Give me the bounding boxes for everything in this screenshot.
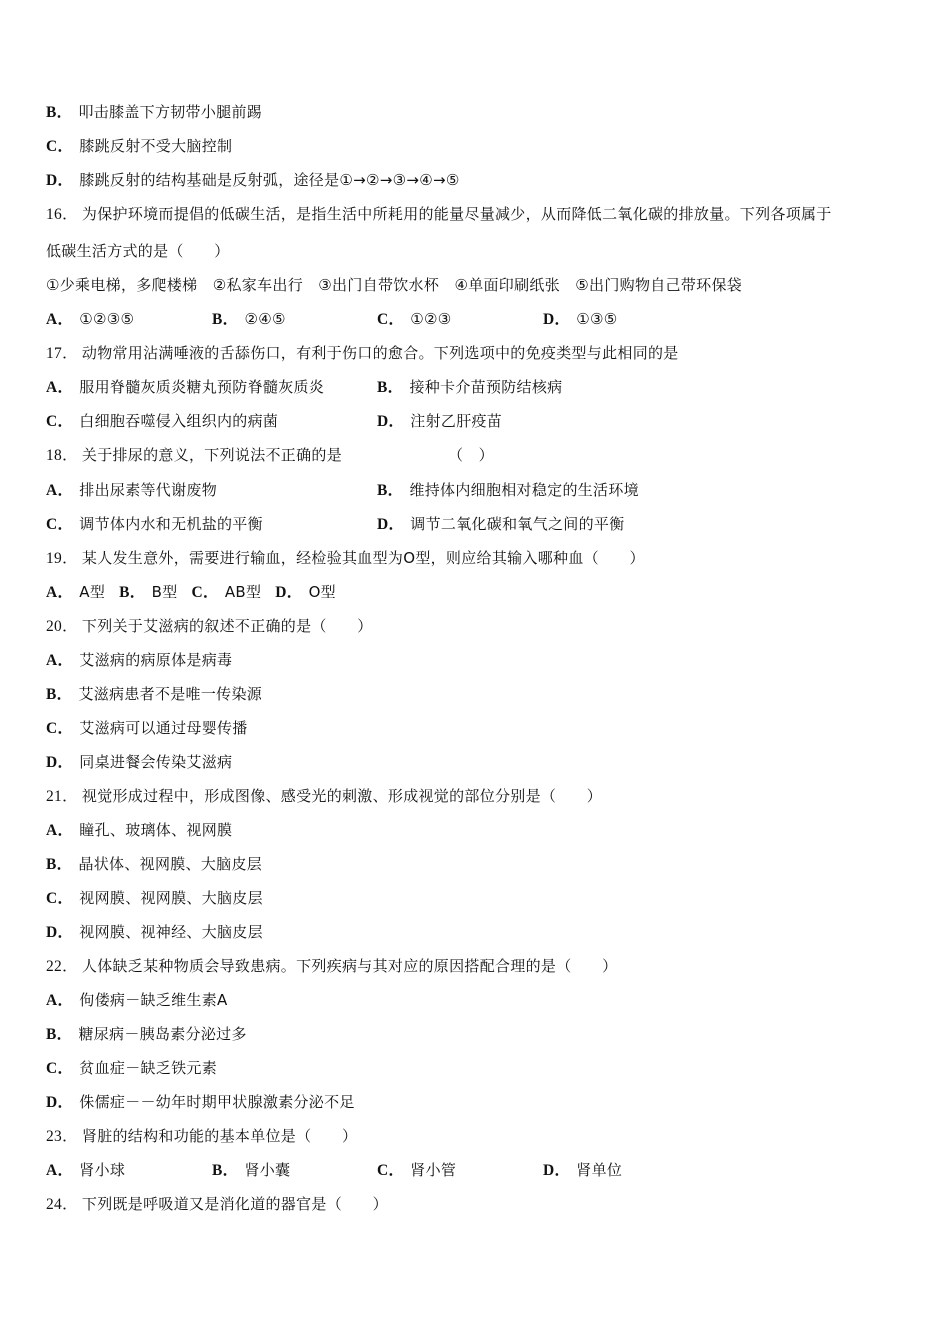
option-label: A． bbox=[46, 822, 74, 839]
option-text: 瞳孔、玻璃体、视网膜 bbox=[79, 821, 233, 839]
q16-items bbox=[46, 275, 742, 295]
option-label: D． bbox=[46, 1094, 74, 1111]
option-text: 视网膜、视网膜、大脑皮层 bbox=[79, 889, 263, 907]
option-a bbox=[46, 480, 217, 501]
option-text: 贫血症－缺乏铁元素 bbox=[79, 1059, 217, 1077]
q21-stem bbox=[46, 786, 602, 807]
q20-option-c bbox=[46, 718, 248, 739]
q22-stem bbox=[46, 956, 617, 977]
option-label: D． bbox=[377, 516, 405, 533]
q20-option-a bbox=[46, 650, 232, 671]
option-label: D． bbox=[543, 1162, 571, 1179]
option-label: C． bbox=[46, 890, 74, 907]
option-a bbox=[46, 1160, 125, 1181]
q20-stem bbox=[46, 616, 373, 637]
question-text: 为保护环境而提倡的低碳生活，是指生活中所耗用的能量尽量减少，从而降低二氧化碳的排放量。下列各项属于 bbox=[81, 205, 832, 223]
option-label: B． bbox=[46, 104, 73, 121]
q15-option-d bbox=[46, 170, 460, 191]
option-text: 调节体内水和无机盐的平衡 bbox=[79, 515, 263, 533]
option-text: 艾滋病患者不是唯一传染源 bbox=[78, 685, 263, 703]
option-d bbox=[377, 514, 625, 535]
option-d bbox=[543, 309, 618, 330]
option-label: B． bbox=[212, 1162, 239, 1179]
option-label: B． bbox=[46, 856, 73, 873]
question-number: 16． bbox=[46, 206, 78, 223]
option-label: A． bbox=[46, 311, 74, 328]
q22-option-a bbox=[46, 990, 228, 1011]
option-text: 注射乙肝疫苗 bbox=[410, 412, 503, 430]
q19-stem bbox=[46, 548, 645, 569]
option-label: C． bbox=[46, 720, 74, 737]
option-label: A． bbox=[46, 379, 74, 396]
option-label: B． bbox=[377, 379, 404, 396]
answer-paren: （ ） bbox=[448, 446, 494, 464]
q21-option-a bbox=[46, 820, 232, 841]
option-label: C． bbox=[46, 413, 74, 430]
option-label: D． bbox=[543, 311, 571, 328]
option-label: A． bbox=[46, 1162, 74, 1179]
question-text: 关于排尿的意义，下列说法不正确的是 bbox=[81, 446, 343, 464]
option-label: A． bbox=[46, 584, 74, 601]
option-b bbox=[212, 309, 286, 330]
option-c bbox=[46, 514, 263, 535]
option-d bbox=[543, 1160, 622, 1181]
question-number: 19． bbox=[46, 550, 78, 567]
option-label: C． bbox=[46, 138, 74, 155]
q20-option-b bbox=[46, 684, 262, 705]
option-text: 同桌进餐会传染艾滋病 bbox=[79, 753, 233, 771]
option-label: B． bbox=[46, 1026, 73, 1043]
option-text: 调节二氧化碳和氧气之间的平衡 bbox=[410, 515, 625, 533]
q21-option-d bbox=[46, 922, 263, 943]
option-label: C． bbox=[46, 1060, 74, 1077]
option-text: 糖尿病－胰岛素分泌过多 bbox=[78, 1025, 247, 1043]
option-text: 侏儒症－－幼年时期甲状腺激素分泌不足 bbox=[79, 1093, 355, 1111]
option-text: 排出尿素等代谢废物 bbox=[79, 481, 217, 499]
option-text: 服用脊髓灰质炎糖丸预防脊髓灰质炎 bbox=[79, 378, 325, 396]
option-label: D． bbox=[377, 413, 405, 430]
option-label: C． bbox=[191, 584, 219, 601]
option-text: 佝偻病－缺乏维生素A bbox=[79, 991, 228, 1009]
option-label: C． bbox=[46, 516, 74, 533]
option-label: D． bbox=[46, 924, 74, 941]
question-number: 21． bbox=[46, 788, 78, 805]
question-number: 18． bbox=[46, 447, 78, 464]
option-a bbox=[46, 377, 324, 398]
option-d bbox=[377, 411, 502, 432]
option-label: B． bbox=[119, 584, 146, 601]
q22-option-b bbox=[46, 1024, 247, 1045]
option-text: ①③⑤ bbox=[576, 310, 618, 328]
option-text: 维持体内细胞相对稳定的生活环境 bbox=[409, 481, 639, 499]
q15-option-b bbox=[46, 102, 262, 123]
q17-stem bbox=[46, 343, 679, 364]
option-c bbox=[377, 309, 452, 330]
q16-stem-line2 bbox=[46, 241, 230, 261]
option-b bbox=[212, 1160, 290, 1181]
question-text: 低碳生活方式的是（ ） bbox=[46, 242, 230, 260]
q23-stem bbox=[46, 1126, 357, 1147]
question-text: 某人发生意外，需要进行输血，经检验其血型为O型，则应给其输入哪种血（ ） bbox=[81, 549, 645, 567]
option-label: D． bbox=[275, 584, 303, 601]
option-text: 艾滋病可以通过母婴传播 bbox=[79, 719, 248, 737]
q19-options bbox=[46, 582, 336, 603]
question-number: 24． bbox=[46, 1196, 78, 1213]
option-text: B型 bbox=[151, 583, 178, 601]
option-text: ②④⑤ bbox=[244, 310, 286, 328]
question-number: 20． bbox=[46, 618, 78, 635]
option-text: 视网膜、视神经、大脑皮层 bbox=[79, 923, 263, 941]
option-label: A． bbox=[46, 652, 74, 669]
option-label: A． bbox=[46, 482, 74, 499]
option-b bbox=[377, 480, 639, 501]
q16-stem-line1 bbox=[46, 204, 832, 225]
question-text: 下列关于艾滋病的叙述不正确的是（ ） bbox=[81, 617, 373, 635]
option-text: 晶状体、视网膜、大脑皮层 bbox=[78, 855, 263, 873]
option-text: A型 bbox=[79, 583, 106, 601]
option-text: 膝跳反射的结构基础是反射弧，途径是①→②→③→④→⑤ bbox=[79, 171, 460, 189]
option-text: 白细胞吞噬侵入组织内的病菌 bbox=[79, 412, 279, 430]
option-text: 艾滋病的病原体是病毒 bbox=[79, 651, 233, 669]
option-text: ①②③ bbox=[410, 310, 452, 328]
option-label: B． bbox=[377, 482, 404, 499]
option-text: 肾小管 bbox=[410, 1161, 457, 1179]
option-a bbox=[46, 309, 134, 330]
option-b bbox=[377, 377, 562, 398]
question-text: 肾脏的结构和功能的基本单位是（ ） bbox=[81, 1127, 358, 1145]
option-c bbox=[46, 411, 278, 432]
question-number: 23． bbox=[46, 1128, 78, 1145]
option-text: 肾小囊 bbox=[244, 1161, 291, 1179]
option-label: A． bbox=[46, 992, 74, 1009]
question-text: 下列既是呼吸道又是消化道的器官是（ ） bbox=[81, 1195, 388, 1213]
q24-stem bbox=[46, 1194, 388, 1215]
q22-option-d bbox=[46, 1092, 355, 1113]
q22-option-c bbox=[46, 1058, 217, 1079]
option-label: D． bbox=[46, 172, 74, 189]
option-text: 肾单位 bbox=[576, 1161, 623, 1179]
option-text: O型 bbox=[308, 583, 336, 601]
option-label: C． bbox=[377, 311, 405, 328]
option-label: C． bbox=[377, 1162, 405, 1179]
q20-option-d bbox=[46, 752, 232, 773]
item-list: ①少乘电梯，多爬楼梯 ②私家车出行 ③出门自带饮水杯 ④单面印刷纸张 ⑤出门购物自己带环保袋 bbox=[46, 276, 743, 294]
q21-option-b bbox=[46, 854, 262, 875]
option-text: 叩击膝盖下方韧带小腿前踢 bbox=[78, 103, 263, 121]
option-label: D． bbox=[46, 754, 74, 771]
option-text: ①②③⑤ bbox=[79, 310, 135, 328]
question-number: 22． bbox=[46, 958, 78, 975]
question-text: 人体缺乏某种物质会导致患病。下列疾病与其对应的原因搭配合理的是（ ） bbox=[81, 957, 618, 975]
q15-option-c bbox=[46, 136, 232, 157]
question-text: 动物常用沾满唾液的舌舔伤口，有利于伤口的愈合。下列选项中的免疫类型与此相同的是 bbox=[81, 344, 679, 362]
option-text: 肾小球 bbox=[79, 1161, 126, 1179]
option-c bbox=[377, 1160, 456, 1181]
question-number: 17． bbox=[46, 345, 78, 362]
option-text: AB型 bbox=[224, 583, 262, 601]
option-label: B． bbox=[46, 686, 73, 703]
q21-option-c bbox=[46, 888, 263, 909]
option-text: 接种卡介苗预防结核病 bbox=[409, 378, 563, 396]
option-label: B． bbox=[212, 311, 239, 328]
option-text: 膝跳反射不受大脑控制 bbox=[79, 137, 233, 155]
question-text: 视觉形成过程中，形成图像、感受光的刺激、形成视觉的部位分别是（ ） bbox=[81, 787, 603, 805]
